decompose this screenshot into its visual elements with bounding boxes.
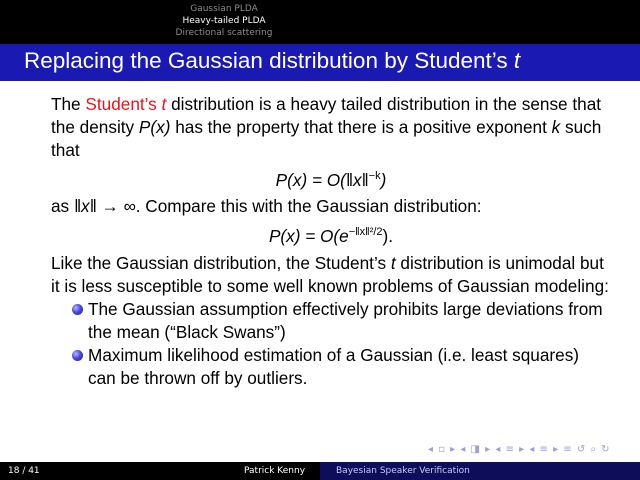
paragraph-compare: as ‖x‖ → ∞. Compare this with the Gaussian distribution: bbox=[51, 196, 482, 216]
equation-gaussian: $P(x) = O(e^{-‖x‖^2/2})$. bbox=[268, 226, 394, 246]
equation-heavy-tail: P(x) = O(‖x‖$^{-k}$) bbox=[275, 170, 387, 190]
footer-title: Bayesian Speaker Verification bbox=[336, 466, 470, 476]
bullet-ball-icon bbox=[72, 350, 83, 361]
paragraph-students-t: The Student’s t distribution is a heavy tailed distribution in the sense that the density P(x) has the property that there is a positive exponent k such that bbox=[51, 94, 602, 160]
header-bar bbox=[0, 0, 640, 44]
page-number: 18 / 41 bbox=[8, 466, 40, 476]
list-item: Maximum likelihood estimation of a Gaussian (i.e. least squares) can be thrown off by outliers. bbox=[72, 344, 611, 390]
nav-section-directional-scattering[interactable]: Directional scattering bbox=[175, 28, 273, 38]
frame-title-bar bbox=[0, 44, 640, 81]
frame-title: Replacing the Gaussian distribution by Student’s t bbox=[24, 48, 521, 73]
paragraph-unimodal: Like the Gaussian distribution, the Student’s t distribution is unimodal but it is less susceptible to some well known problems of Gaussian modeling: bbox=[51, 253, 609, 296]
slide-content bbox=[51, 93, 611, 390]
bullet-ball-icon bbox=[72, 304, 83, 315]
footer-bar bbox=[0, 462, 640, 480]
nav-section-heavy-tailed-plda[interactable]: Heavy-tailed PLDA bbox=[182, 16, 266, 26]
section-navigation bbox=[0, 3, 448, 39]
bullet-list bbox=[72, 298, 611, 390]
footer-title-block bbox=[320, 462, 640, 480]
nav-section-gaussian-plda[interactable]: Gaussian PLDA bbox=[190, 4, 258, 14]
list-item: The Gaussian assumption effectively prohibits large deviations from the mean (“Black Swans”) bbox=[72, 298, 611, 344]
footer-author: Patrick Kenny bbox=[244, 466, 306, 476]
beamer-navigation-icons[interactable]: ◂ ▫ ▸ ◂ ◨ ▸ ◂ ≡ ▸ ◂ ≡ ▸ ≡ ↺ ⌕ ↻ bbox=[428, 444, 611, 455]
highlight-students-t: Student’s t bbox=[85, 94, 167, 114]
